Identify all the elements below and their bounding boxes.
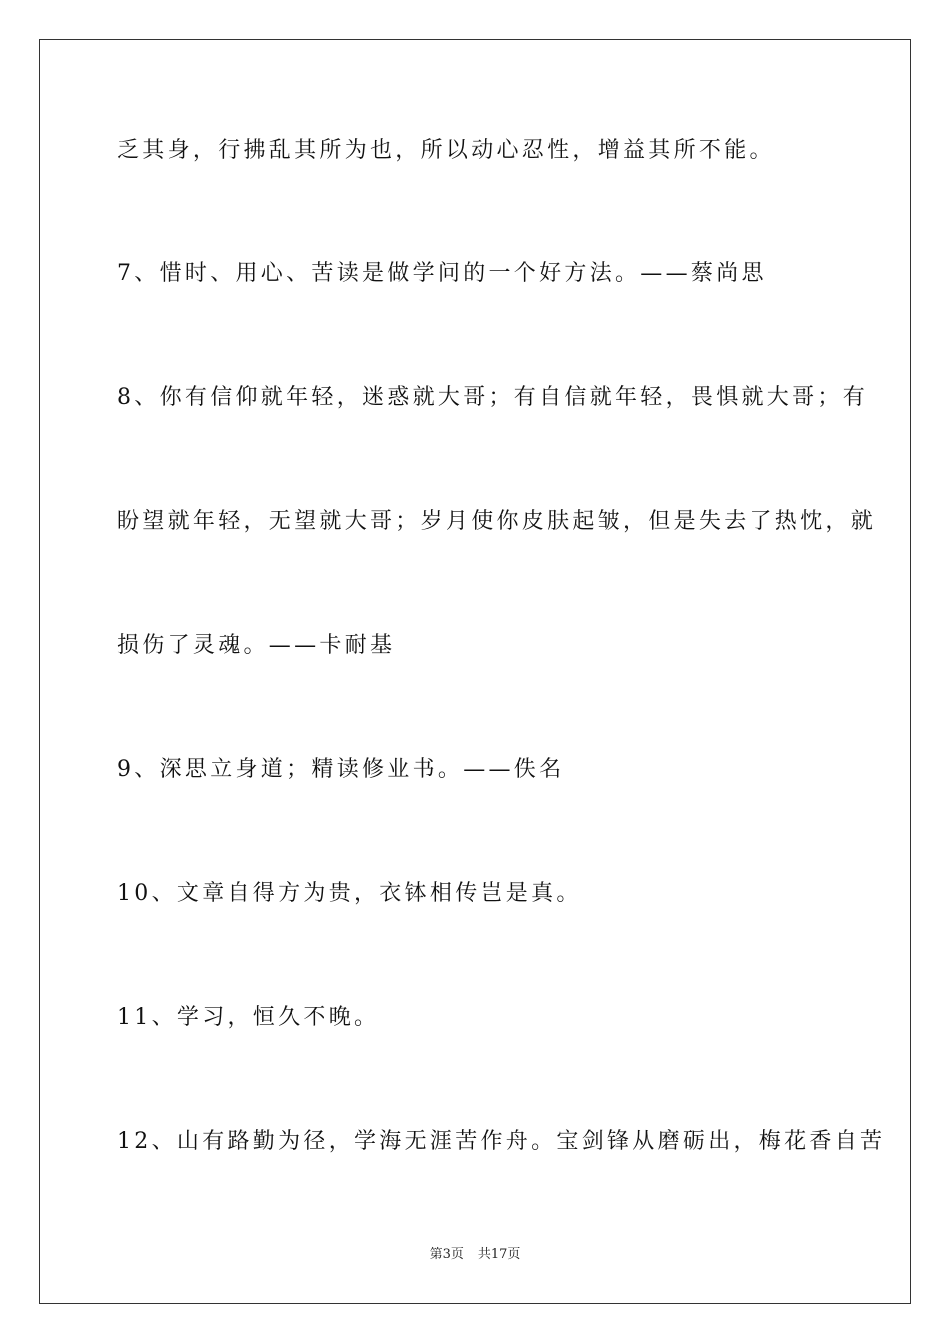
- text-line-7: 10、文章自得方为贵，衣钵相传岂是真。: [117, 881, 582, 906]
- page-number: 第3页: [429, 1247, 464, 1262]
- text-line-6: 9、深思立身道；精读修业书。——佚名: [117, 757, 565, 782]
- text-line-5: 损伤了灵魂。——卡耐基: [117, 633, 396, 658]
- page-frame: [39, 39, 911, 1304]
- page-footer: [0, 1246, 950, 1264]
- text-line-4: 盼望就年轻，无望就大哥；岁月使你皮肤起皱，但是失去了热忱，就: [117, 509, 877, 534]
- page-total: 共17页: [477, 1247, 521, 1262]
- text-line-8: 11、学习，恒久不晚。: [117, 1005, 380, 1030]
- text-line-9: 12、山有路勤为径，学海无涯苦作舟。宝剑锋从磨砺出，梅花香自苦: [117, 1129, 886, 1154]
- text-line-1: 乏其身，行拂乱其所为也，所以动心忍性，增益其所不能。: [117, 138, 775, 163]
- text-line-2: 7、惜时、用心、苦读是做学问的一个好方法。——蔡尚思: [117, 261, 767, 286]
- text-line-3: 8、你有信仰就年轻，迷惑就大哥；有自信就年轻，畏惧就大哥；有: [117, 385, 868, 410]
